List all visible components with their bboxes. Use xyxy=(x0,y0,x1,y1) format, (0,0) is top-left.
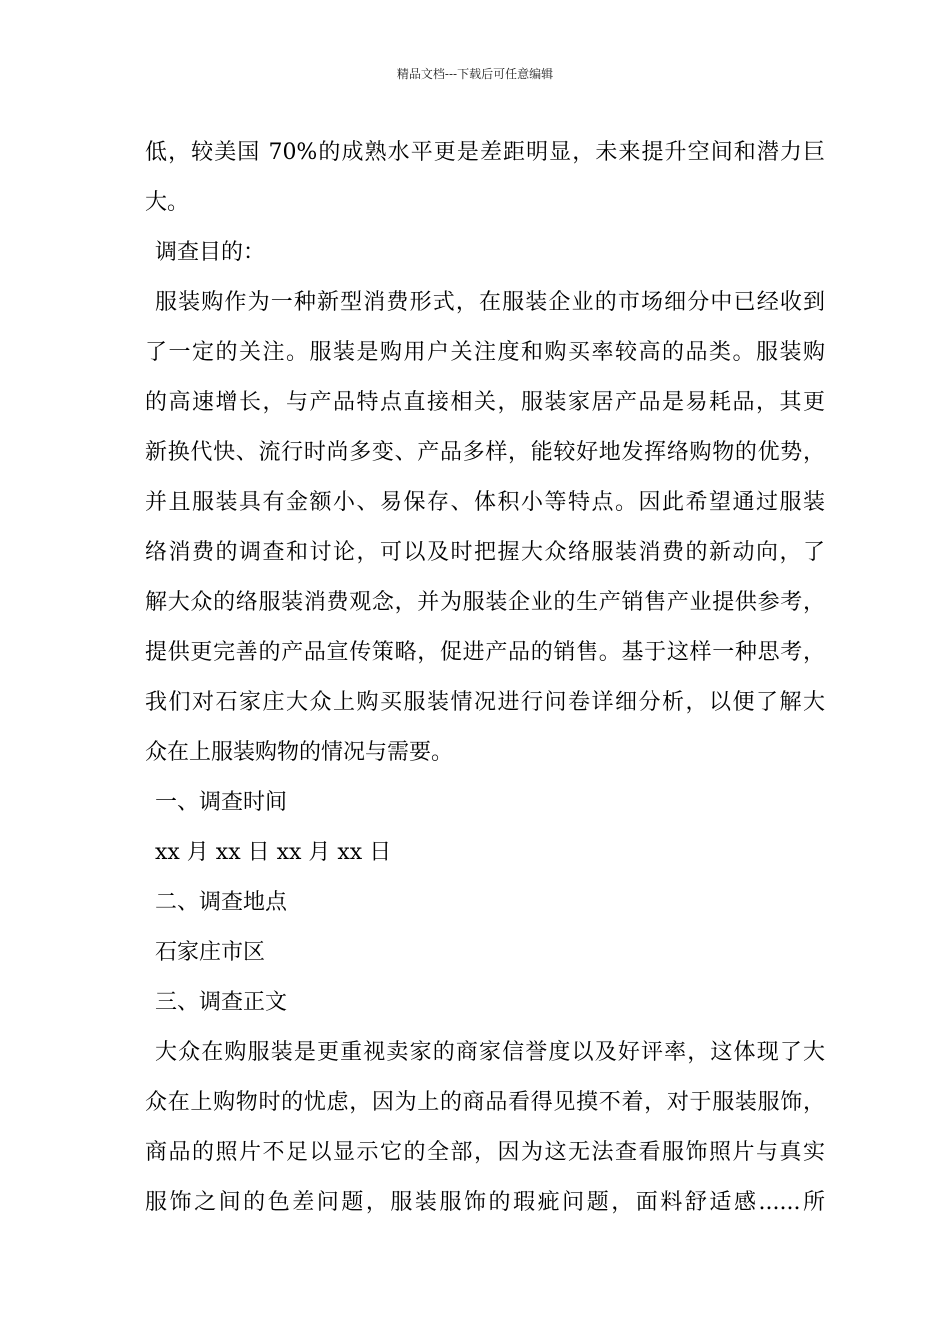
text-line: 众在上购物时的忧虑，因为上的商品看得见摸不着，对于服装服饰， xyxy=(145,1090,825,1115)
text-line: 服装购作为一种新型消费形式，在服装企业的市场细分中已经收到 xyxy=(155,290,825,315)
text-line: 服饰之间的色差问题，服装服饰的瑕疵问题，面料舒适感......所 xyxy=(145,1190,825,1215)
text-line: 调查目的： xyxy=(155,240,266,265)
text-line: 三、调查正文 xyxy=(155,990,288,1015)
text-line: 的高速增长，与产品特点直接相关，服装家居产品是易耗品，其更 xyxy=(145,390,825,415)
text-line: 解大众的络服装消费观念，并为服装企业的生产销售产业提供参考， xyxy=(145,590,825,615)
text-line: 提供更完善的产品宣传策略，促进产品的销售。基于这样一种思考， xyxy=(145,640,825,665)
text-line: 众在上服装购物的情况与需要。 xyxy=(145,740,454,765)
text-line: 大众在购服装是更重视卖家的商家信誉度以及好评率，这体现了大 xyxy=(155,1040,825,1065)
document-body xyxy=(145,128,825,1228)
page-header: 精品文档---下载后可任意编辑 xyxy=(396,67,554,81)
text-line: 石家庄市区 xyxy=(155,940,266,965)
text-line: 并且服装具有金额小、易保存、体积小等特点。因此希望通过服装 xyxy=(145,490,825,515)
text-line: 了一定的关注。服装是购用户关注度和购买率较高的品类。服装购 xyxy=(145,340,825,365)
text-line: 我们对石家庄大众上购买服装情况进行问卷详细分析，以便了解大 xyxy=(145,690,825,715)
text-line: 低，较美国 70%的成熟水平更是差距明显，未来提升空间和潜力巨 xyxy=(145,140,825,165)
text-line: 新换代快、流行时尚多变、产品多样，能较好地发挥络购物的优势， xyxy=(145,440,825,465)
text-line: xx 月 xx 日 xx 月 xx 日 xyxy=(155,840,392,865)
text-line: 一、调查时间 xyxy=(155,790,288,815)
text-line: 二、调查地点 xyxy=(155,890,288,915)
text-line: 络消费的调查和讨论，可以及时把握大众络服装消费的新动向，了 xyxy=(145,540,825,565)
text-line: 大。 xyxy=(145,190,190,215)
text-line: 商品的照片不足以显示它的全部，因为这无法查看服饰照片与真实 xyxy=(145,1140,825,1165)
